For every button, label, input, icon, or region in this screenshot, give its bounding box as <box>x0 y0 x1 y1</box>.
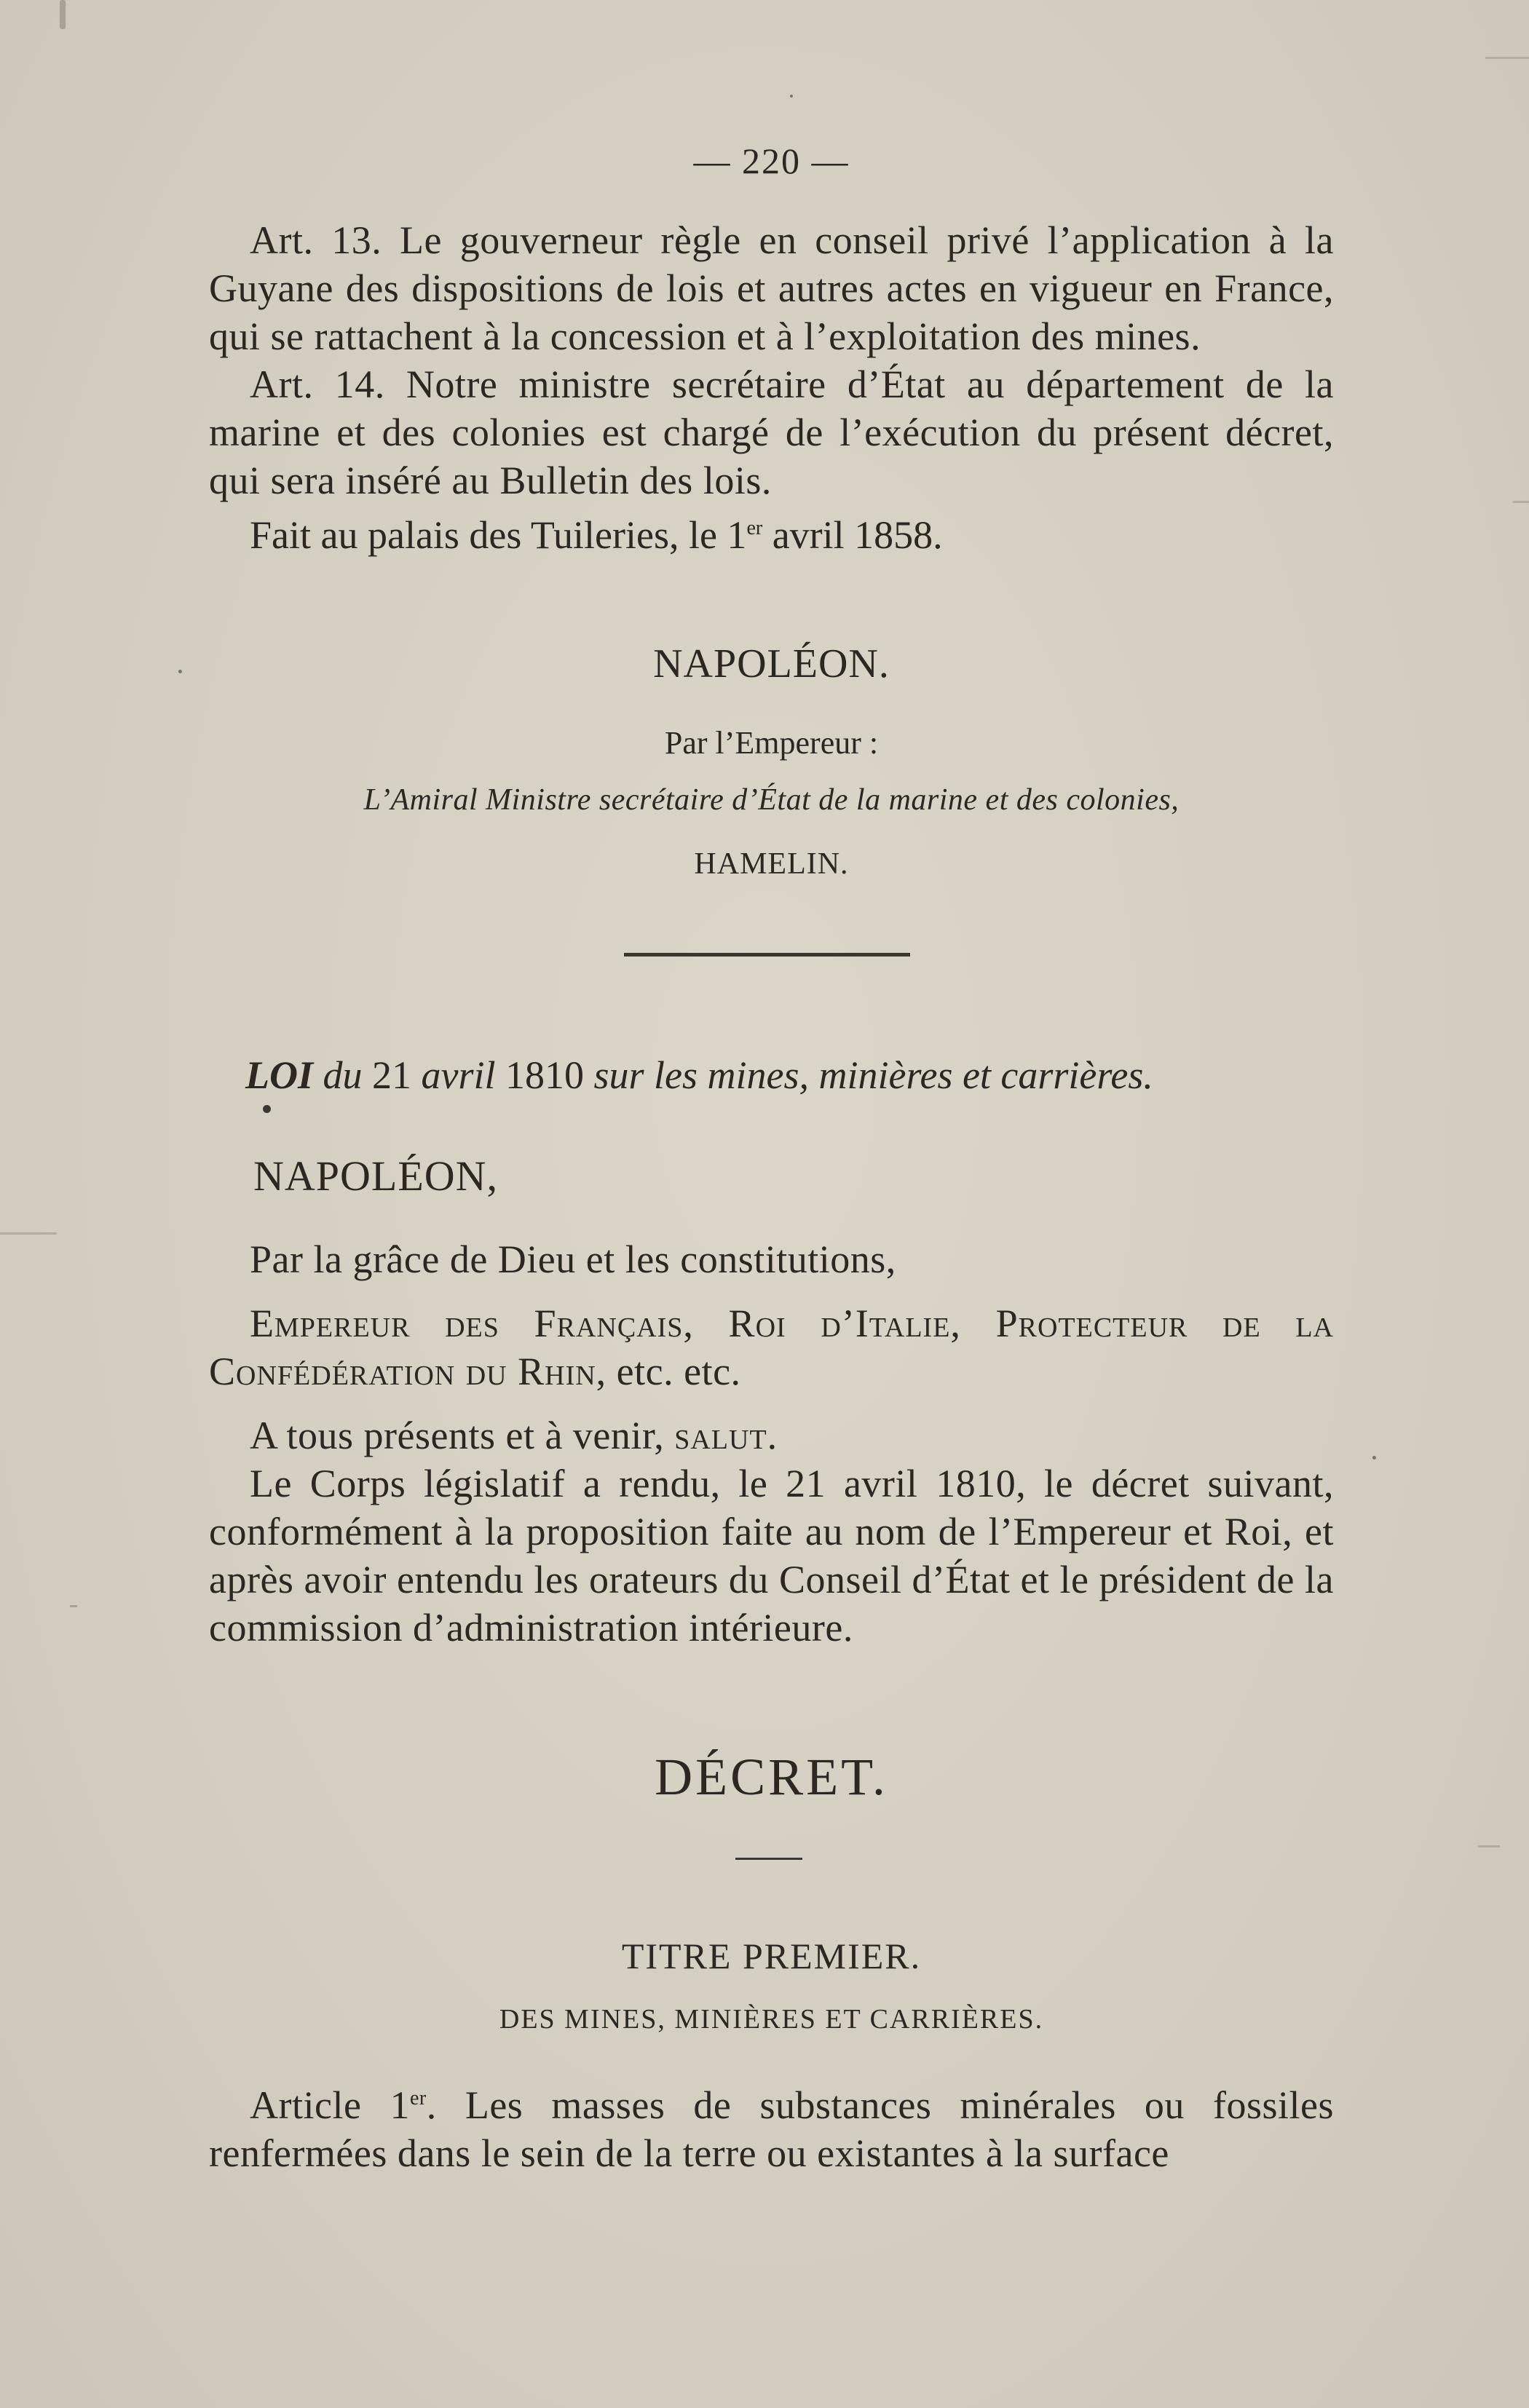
titre-premier: TITRE PREMIER. <box>621 1936 922 1976</box>
article-1-sup: er <box>410 2087 427 2110</box>
par-empereur: Par l’Empereur : <box>664 725 879 761</box>
article-13: Art. 13. Le gouverneur règle en conseil privé l’application à la Guyane des dispositions de lois et autres actes en vigueur en France, qui se rattachent à la concession et à l’exploitation des mines. <box>209 218 1334 358</box>
page-number: — 220 — <box>693 140 850 181</box>
amiral-line: L’Amiral Ministre secrétaire d’État de la marine et des colonies, <box>363 783 1180 817</box>
salut-text: salut. <box>674 1414 778 1457</box>
loi-title-du: du <box>313 1053 372 1097</box>
articles-block <box>209 216 1334 559</box>
scan-mark <box>1485 57 1529 59</box>
decret-divider <box>735 1858 802 1860</box>
loi-title-subject: sur les mines, minières et carrières. <box>584 1053 1153 1097</box>
scan-mark <box>60 0 66 29</box>
loi-title <box>245 1053 1370 1098</box>
scan-mark <box>0 1232 57 1235</box>
imperial-titles-text: Empereur des Français, Roi d’Italie, Protecteur de la Confédération du Rhin <box>209 1302 1334 1393</box>
a-tous-line <box>209 1411 1334 1460</box>
loi-title-month: avril <box>411 1053 505 1097</box>
napoleon-heading: NAPOLÉON, <box>253 1152 499 1200</box>
loi-title-loi: LOI <box>245 1053 313 1097</box>
signature-minister: HAMELIN. <box>694 847 849 881</box>
titre-subtitle: DES MINES, MINIÈRES ET CARRIÈRES. <box>499 2004 1044 2035</box>
article-1-block <box>209 2075 1334 2177</box>
loi-title-day: 21 <box>372 1053 411 1097</box>
dated-line-suffix: avril 1858. <box>762 513 943 557</box>
ink-dot <box>263 1105 271 1113</box>
corps-legislatif: Le Corps législatif a rendu, le 21 avril 1810, le décret suivant, conformément à la proposition faite au nom de l’Empereur et Roi, et après avoir entendu les orateurs du Conseil d’État et le président de la commission d’administration intérieure. <box>209 1462 1334 1649</box>
article-1-text: . Les masses de substances minérales ou fossiles renfermées dans le sein de la terre ou existantes à la surface <box>209 2083 1334 2175</box>
signature-emperor: NAPOLÉON. <box>653 641 890 686</box>
imperial-titles <box>209 1299 1334 1395</box>
scan-mark <box>70 1605 77 1607</box>
par-la-grace: Par la grâce de Dieu et les constitutions, <box>250 1237 896 1281</box>
decret-heading: DÉCRET. <box>655 1748 888 1806</box>
scan-mark <box>790 95 793 98</box>
imperial-titles-etc: , etc. etc. <box>596 1350 741 1393</box>
article-14: Art. 14. Notre ministre secrétaire d’État au département de la marine et des colonies est chargé de l’exécution du présent décret, qui sera inséré au Bulletin des lois. <box>209 363 1334 502</box>
section-divider <box>624 953 910 957</box>
scan-mark <box>1513 501 1529 503</box>
scan-mark <box>178 670 182 673</box>
scan-mark <box>1372 1456 1376 1460</box>
dated-line <box>209 504 1334 559</box>
preamble-block <box>209 1235 1334 1652</box>
scan-mark <box>1478 1845 1500 1847</box>
article-1-prefix: Article 1 <box>250 2083 410 2127</box>
loi-title-year: 1810 <box>505 1053 584 1097</box>
dated-line-prefix: Fait au palais des Tuileries, le 1 <box>250 513 747 557</box>
a-tous-text: A tous présents et à venir, <box>250 1414 675 1457</box>
dated-line-sup: er <box>746 517 763 539</box>
article-1 <box>209 2075 1334 2177</box>
